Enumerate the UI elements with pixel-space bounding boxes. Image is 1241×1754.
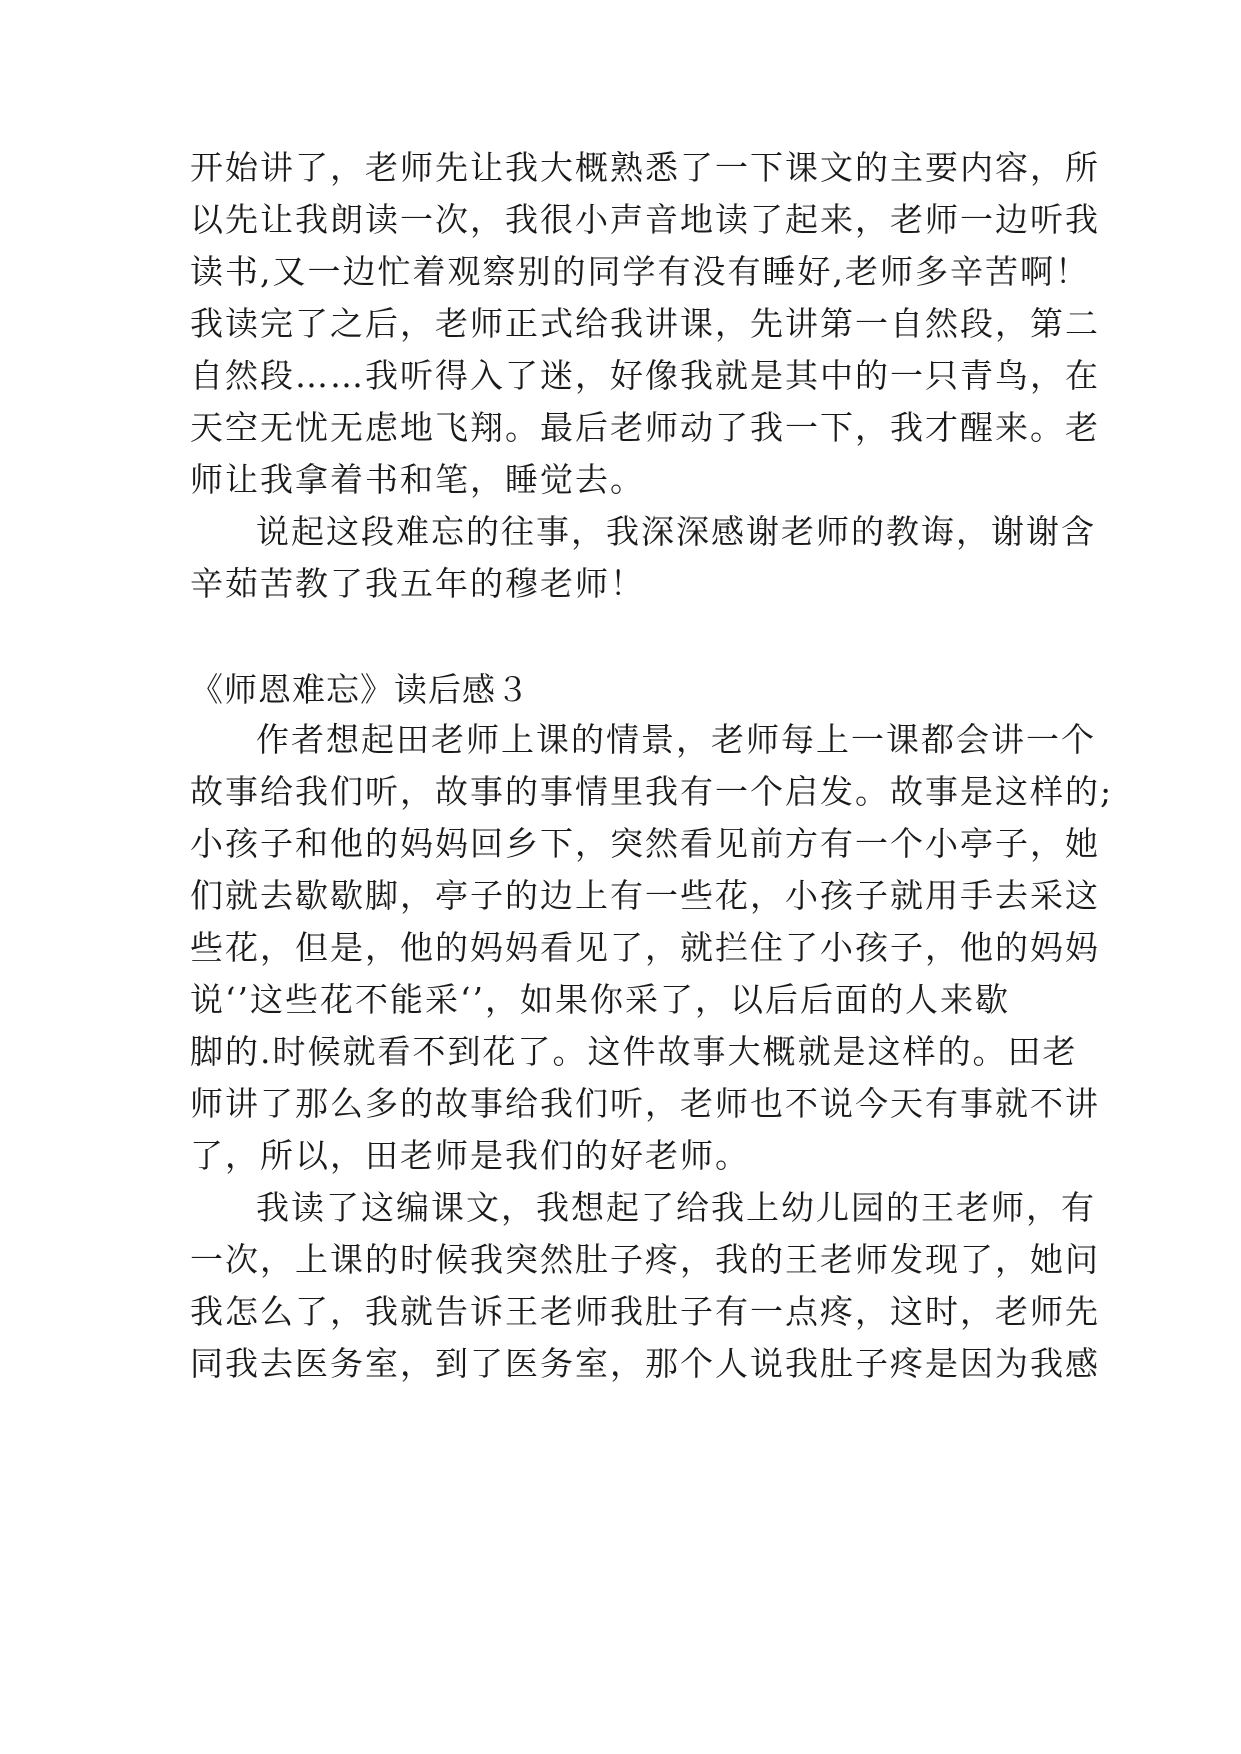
paragraph-line: 了，所以，田老师是我们的好老师。	[190, 1136, 750, 1175]
paragraph-line: 同我去医务室，到了医务室，那个人说我肚子疼是因为我感	[190, 1344, 1100, 1383]
paragraph-line: 自然段……我听得入了迷，好像我就是其中的一只青鸟，在	[190, 356, 1100, 395]
paragraph-line: 天空无忧无虑地飞翔。最后老师动了我一下，我才醒来。老	[190, 408, 1100, 447]
paragraph-line: 脚的.时候就看不到花了。这件故事大概就是这样的。田老	[190, 1032, 1078, 1071]
paragraph-line: 我怎么了，我就告诉王老师我肚子有一点疼，这时，老师先	[190, 1292, 1100, 1331]
paragraph-line: 小孩子和他的妈妈回乡下，突然看见前方有一个小亭子，她	[190, 824, 1100, 863]
paragraph-line: 说起这段难忘的往事，我深深感谢老师的教诲，谢谢含	[256, 512, 1096, 551]
paragraph-line: 我读了这编课文，我想起了给我上幼儿园的王老师，有	[256, 1188, 1096, 1227]
paragraph-line: 开始讲了，老师先让我大概熟悉了一下课文的主要内容，所	[190, 148, 1100, 187]
section-heading: 《师恩难忘》读后感３	[190, 670, 530, 709]
paragraph-line: 师让我拿着书和笔，睡觉去。	[190, 460, 645, 499]
paragraph-line: 故事给我们听，故事的事情里我有一个启发。故事是这样的;	[190, 772, 1114, 811]
paragraph-line: 些花，但是，他的妈妈看见了，就拦住了小孩子，他的妈妈	[190, 928, 1100, 967]
paragraph-line: 以先让我朗读一次，我很小声音地读了起来，老师一边听我	[190, 200, 1100, 239]
paragraph-line: 们就去歇歇脚，亭子的边上有一些花，小孩子就用手去采这	[190, 876, 1100, 915]
paragraph-line: 师讲了那么多的故事给我们听，老师也不说今天有事就不讲	[190, 1084, 1100, 1123]
paragraph-line: 一次，上课的时候我突然肚子疼，我的王老师发现了，她问	[190, 1240, 1100, 1279]
paragraph-line: 我读完了之后，老师正式给我讲课，先讲第一自然段，第二	[190, 304, 1100, 343]
paragraph-line: 辛茹苦教了我五年的穆老师！	[190, 564, 645, 603]
paragraph-line: 读书,又一边忙着观察别的同学有没有睡好,老师多辛苦啊！	[190, 252, 1090, 291]
paragraph-line: 作者想起田老师上课的情景，老师每上一课都会讲一个	[256, 720, 1096, 759]
paragraph-line: 说‘’这些花不能采‘’，如果你采了，以后后面的人来歇	[190, 980, 1010, 1019]
